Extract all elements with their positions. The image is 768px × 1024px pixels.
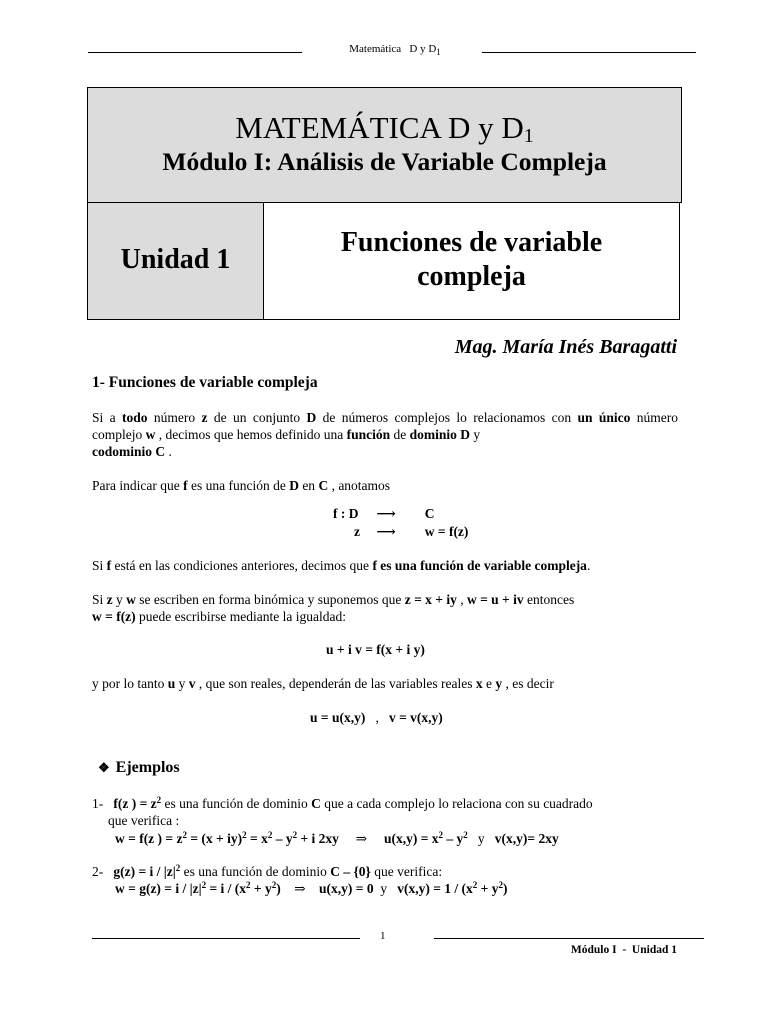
example-2-line-1: 2- $g(z) = i / |z|^2$ es una función de dominio C – {0} que verifica: (92, 863, 443, 879)
example-1-line-1: 1- f(z ) = $z^2$ es una función de dominio C que a cada complejo lo relaciona con su cuadrado (92, 795, 593, 811)
definition-paragraph: Si a todo número z de un conjunto D de números complejos lo relacionamos con un único número complejo w , decimos que hemos definido una función de dominio D y codominio C . (92, 410, 678, 459)
header-title: Matemática D y $D_1$ (349, 43, 441, 57)
dependence-paragraph: y por lo tanto u y v , que son reales, dependerán de las variables reales x e y , es decir (92, 676, 554, 691)
example-2-equation: $w = g(z) = i / |z|^2 = i / (x^2 + y^2)$ ⇒ u(x,y) = 0 y $v(x,y) = 1 / (x^2 + y^2)$ (115, 880, 508, 896)
binomial-paragraph: Si z y w se escriben en forma binómica y suponemos que z = x + iy , w = u + iv entonces w = f(z) puede escribirse mediante la igualdad: (92, 592, 575, 624)
diamond-bullet-icon: ❖ (98, 760, 110, 775)
author: Mag. María Inés Baragatti (454, 336, 677, 358)
title-box-top (87, 87, 682, 203)
doc-title: MATEMÁTICA D y $D_1$ (235, 110, 534, 147)
topic-line-1: Funciones de variable (340, 227, 603, 258)
long-arrow-icon: ⟶ (376, 524, 396, 539)
examples-heading: ❖ Ejemplos (98, 759, 180, 776)
topic-line-2: compleja (417, 261, 526, 292)
footer-rule-left (92, 938, 360, 939)
header-rule-left (88, 52, 302, 53)
equation-uv: u + i v = f(x + i y) (326, 642, 425, 657)
header-rule-right (482, 52, 696, 53)
equation-uv-xy: u = u(x,y) , v = v(x,y) (310, 710, 443, 725)
long-arrow-icon: ⟶ (376, 506, 396, 521)
notation-paragraph: Para indicar que f es una función de D en C , anotamos (92, 478, 391, 493)
footer-rule-right (434, 938, 704, 939)
unit-label: Unidad 1 (120, 244, 231, 275)
map-line-1: f : D ⟶ C (333, 506, 435, 521)
example-1-equation: w = f(z ) = $z^2 = (x + iy)^2 = x^2 - y^2 + i$ 2xy ⇒ $u(x,y) = x^2 - y^2$ y v(x,y)= 2xy (115, 830, 559, 846)
section-heading: 1- Funciones de variable compleja (92, 374, 318, 391)
implies-arrow-icon: ⇒ (355, 831, 368, 846)
example-1-line-2: que verifica : (108, 813, 180, 828)
footer-label: Módulo I - Unidad 1 (570, 944, 677, 956)
page-number: 1 (380, 930, 386, 942)
implies-arrow-icon: ⇒ (294, 881, 306, 896)
map-line-2: z ⟶ w = f(z) (354, 524, 469, 539)
topic-cell (263, 202, 680, 320)
unit-cell (87, 202, 264, 320)
module-title: Módulo I: Análisis de Variable Compleja (162, 147, 607, 176)
condition-paragraph: Si f está en las condiciones anteriores, decimos que f es una función de variable compleja. (92, 558, 591, 573)
